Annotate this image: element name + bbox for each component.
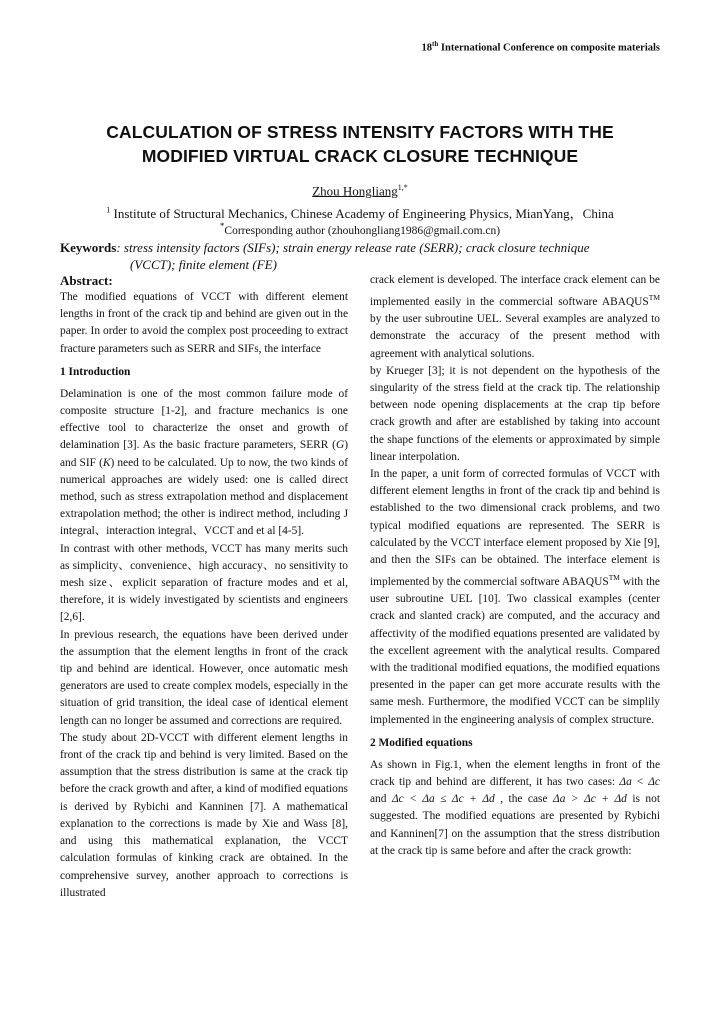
abstract-cont-part-b: by the user subroutine UEL. Several examples are analyzed to demonstrate the accuracy of the present method with agreement with analytical solutions. xyxy=(370,313,660,360)
keywords-label: Keywords xyxy=(60,240,117,255)
intro-p6-part-b: with the user subroutine UEL [10]. Two classical examples (center crack and slanted crack) are computed, and the accuracy and affectivity of the modified equations presented are validated by the excellent agreement with the analytical results. Compared with the traditional modified equations, the modified equations presented in the paper can get more accurate results with the same mesh. Furthermore, the modified VCCT can be simplily implemented in the engineering analysis of complex structure. xyxy=(370,576,660,726)
header-text: International Conference on composite materials xyxy=(438,42,660,54)
trademark-mark: TM xyxy=(648,293,660,303)
symbol-g: G xyxy=(335,439,345,452)
sec2-and: and xyxy=(370,793,392,806)
corresponding-text: Corresponding author (zhouhongliang1986@gmail.com.cn) xyxy=(224,224,501,237)
intro-p1-part-c: ) need to be calculated. Up to now, the two kinds of numerical approaches are widely used: one is called direct method, such as stress extrapolation method and displacement extrapolation method; the other is indirect method, including J integral、interaction integral、VCCT and et al [4-5]. xyxy=(60,456,348,538)
intro-paragraph-1 xyxy=(60,386,348,541)
author-line xyxy=(60,183,660,199)
header-ordinal: th xyxy=(432,40,439,48)
math-case-2: Δc < Δa ≤ Δc + Δd xyxy=(391,793,495,806)
intro-p1-part-b: ) and SIF ( xyxy=(60,439,348,469)
sec2-the: , the case xyxy=(494,793,554,806)
math-case-3: Δa > Δc + Δd xyxy=(553,793,627,806)
title-line-2: MODIFIED VIRTUAL CRACK CLOSURE TECHNIQUE xyxy=(141,146,579,166)
corresponding-author xyxy=(60,221,660,237)
keywords xyxy=(60,239,660,273)
modified-equations-heading: 2 Modified equations xyxy=(370,736,473,749)
keywords-text: : stress intensity factors (SIFs); strain energy release rate (SERR); crack closure technique xyxy=(116,240,590,255)
affiliation xyxy=(60,203,660,222)
trademark-mark-2: TM xyxy=(608,573,620,583)
intro-paragraph-3: In previous research, the equations have been derived under the assumption that the element lengths in front of the crack tip and behind are identical. However, once automatic mesh generators are used to create complex models, especially in the situation of grid transition, the ideal case of identical element length can no longer be assumed and corrections are required. xyxy=(60,628,348,727)
paper-title xyxy=(60,120,660,168)
intro-paragraph-6 xyxy=(370,466,660,729)
corresponding-mark: * xyxy=(219,221,225,231)
intro-p1-part-a: Delamination is one of the most common failure mode of composite structure [1-2], and fracture mechanics is one effective tool to characterize the onset and growth of delamination [3]. As the basic fracture parameters, SERR ( xyxy=(60,387,348,452)
author-mark: 1,* xyxy=(397,183,408,192)
intro-paragraph-4: The study about 2D-VCCT with different element lengths in front of the crack tip and behind is very limited. Based on the assumption that the stress distribution is same at the crack tip before the crack growth and after, a kind of modified equations is derived by Rybichi and Kanninen [7]. A mathematical explanation to the corrections is made by Xie and Wass [8], and using this mathematical explanation, the VCCT calculation formulas of kinking crack are obtained. In the comprehensive survey, another approach to corrections is illustrated xyxy=(60,731,348,899)
section2-paragraph-1 xyxy=(370,757,660,860)
affiliation-text: Institute of Structural Mechanics, Chinese Academy of Engineering Physics, MianYang，China xyxy=(113,206,614,221)
abstract-text: The modified equations of VCCT with different element lengths in front of the crack tip and behind are given out in the paper. In order to avoid the complex post proceeding to extract fracture parameters such as SERR and SIFs, the interface xyxy=(60,291,348,355)
right-column xyxy=(370,272,660,860)
conference-header xyxy=(422,40,660,54)
title-line-1: CALCULATION OF STRESS INTENSITY FACTORS WITH THE xyxy=(106,122,614,142)
math-case-1: Δa < Δc xyxy=(619,776,660,789)
abstract-continuation xyxy=(370,272,660,363)
intro-p6-part-a: In the paper, a unit form of corrected formulas of VCCT with different element lengths in front of the crack tip and behind is established to the two dimensional crack problems, and two typical modified equations are represented. The SERR is calculated by the VCCT interface element proposed by Xie [9], and then the SIFs can be obtained. The interface element is implemented by the commercial software ABAQUS xyxy=(370,468,660,589)
intro-paragraph-2: In contrast with other methods, VCCT has many merits such as simplicity、convenience、high accuracy、no sensitivity to mesh size、explicit separation of fracture modes and et al, therefore, it is widely investigated by scientists and engineers [2,6]. xyxy=(60,542,348,624)
intro-paragraph-5: by Krueger [3]; it is not dependent on the hypothesis of the singularity of the stress field at the crack tip. The relationship between node opening displacements at the crap tip before crack growth and after are established by taking into account the shape functions of the elements or approximated by simple linear interpolation. xyxy=(370,364,660,463)
affiliation-mark: 1 xyxy=(106,205,111,215)
sec2-part-a: As shown in Fig.1, when the element lengths in front of the crack tip and behind are different, it has two cases: xyxy=(370,758,660,789)
abstract-label: Abstract: xyxy=(60,273,113,288)
introduction-heading: 1 Introduction xyxy=(60,365,131,378)
author-name: Zhou Hongliang xyxy=(312,183,398,199)
sec2-part-b: is not suggested. The modified equations are presented by Rybichi and Kanninen[7] on the assumption that the stress distribution at the crack tip is same before and after the crack growth: xyxy=(370,793,660,857)
left-column xyxy=(60,272,348,902)
symbol-k: K xyxy=(102,456,111,469)
keywords-continuation: (VCCT); finite element (FE) xyxy=(130,257,277,272)
abstract-cont-part-a: crack element is developed. The interface crack element can be implemented easily in the commercial software ABAQUS xyxy=(370,274,660,308)
header-number: 18 xyxy=(421,42,433,54)
